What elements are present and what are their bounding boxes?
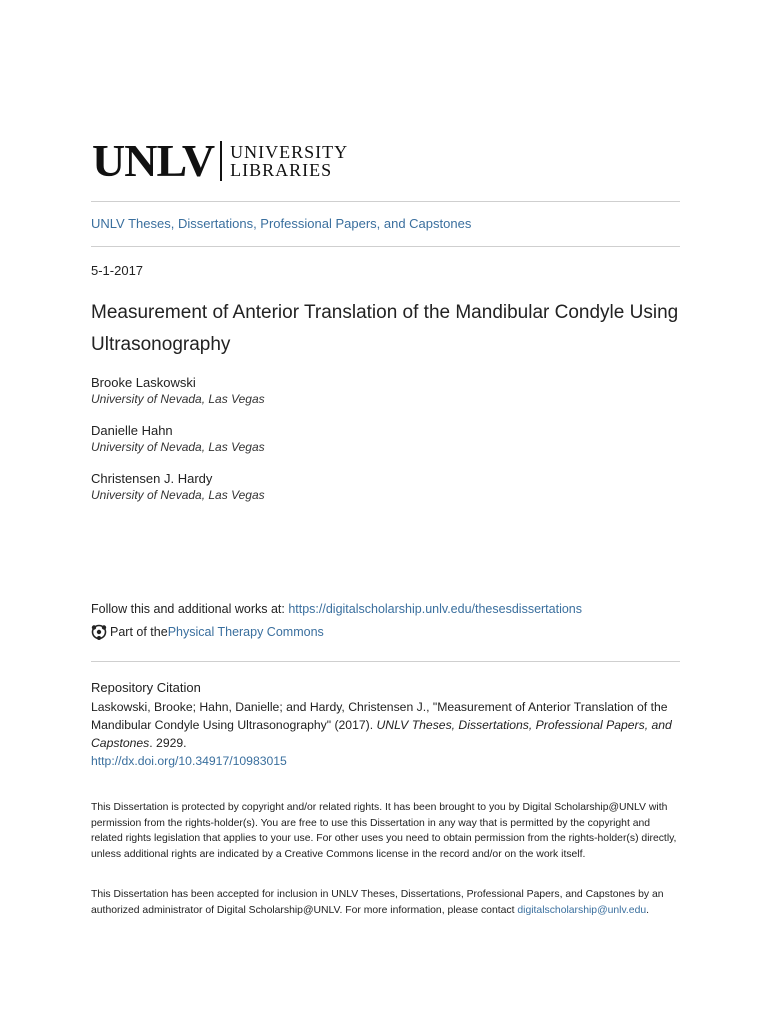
- logo-text: [230, 143, 348, 179]
- citation-number: . 2929.: [149, 736, 187, 750]
- citation-heading: Repository Citation: [91, 680, 201, 695]
- contact-email-link[interactable]: digitalscholarship@unlv.edu: [517, 904, 647, 916]
- author-name: Christensen J. Hardy: [91, 471, 213, 486]
- unlv-libraries-logo: [92, 135, 349, 186]
- divider-citation: [91, 661, 680, 662]
- logo-mark: UNLV: [92, 135, 215, 186]
- document-title: Measurement of Anterior Translation of the Mandibular Condyle Using Ultrasonography: [91, 302, 679, 355]
- contact-suffix: .: [646, 904, 650, 916]
- physical-therapy-commons-link[interactable]: Physical Therapy Commons: [167, 625, 324, 639]
- divider-series: [91, 246, 680, 247]
- author-block: [91, 422, 265, 456]
- citation-series: UNLV Theses, Dissertations, Professional Papers, and Capstones: [91, 718, 672, 750]
- contact-statement: [91, 887, 681, 918]
- citation-block: [91, 698, 683, 770]
- part-of-line: [91, 624, 324, 640]
- logo-divider: [220, 141, 222, 181]
- citation-text: Laskowski, Brooke; Hahn, Danielle; and Hardy, Christensen J., "Measurement of Anterior Translation of the Mandibular Condyle Using Ultrasonography" (2017).: [91, 700, 668, 732]
- publication-date: 5-1-2017: [91, 263, 144, 278]
- doi-link[interactable]: http://dx.doi.org/10.34917/10983015: [91, 754, 287, 768]
- author-block: [91, 374, 265, 408]
- logo-line-2: LIBRARIES: [230, 160, 333, 180]
- series-link[interactable]: UNLV Theses, Dissertations, Professional Papers, and Capstones: [91, 216, 472, 231]
- contact-text: This Dissertation has been accepted for inclusion in UNLV Theses, Dissertations, Professional Papers, and Capstones by an authorized administrator of Digital Scholarship@UNLV. For more information, please contact: [91, 889, 664, 916]
- author-affiliation: University of Nevada, Las Vegas: [91, 488, 265, 502]
- rights-statement: This Dissertation is protected by copyright and/or related rights. It has been brought to you by Digital Scholarship@UNLV with permission from the rights-holder(s). You are free to use this Dissertation in any way that is permitted by the copyright and related rights legislation that applies to your use. For other uses you need to obtain permission from the rights-holder(s) directly, unless additional rights are indicated by a Creative Commons license in the record and/or on the work itself.: [91, 802, 677, 860]
- follow-url-link[interactable]: https://digitalscholarship.unlv.edu/thesesdissertations: [288, 602, 583, 616]
- network-commons-icon: [91, 624, 107, 640]
- follow-line: [91, 602, 582, 616]
- divider-top: [91, 201, 680, 202]
- author-name: Danielle Hahn: [91, 423, 173, 438]
- author-affiliation: University of Nevada, Las Vegas: [91, 392, 265, 406]
- logo-line-1: UNIVERSITY: [230, 142, 349, 162]
- part-of-prefix: Part of the: [110, 625, 168, 639]
- author-name: Brooke Laskowski: [91, 375, 196, 390]
- author-block: [91, 470, 265, 504]
- follow-prefix: Follow this and additional works at:: [91, 602, 289, 616]
- author-affiliation: University of Nevada, Las Vegas: [91, 440, 265, 454]
